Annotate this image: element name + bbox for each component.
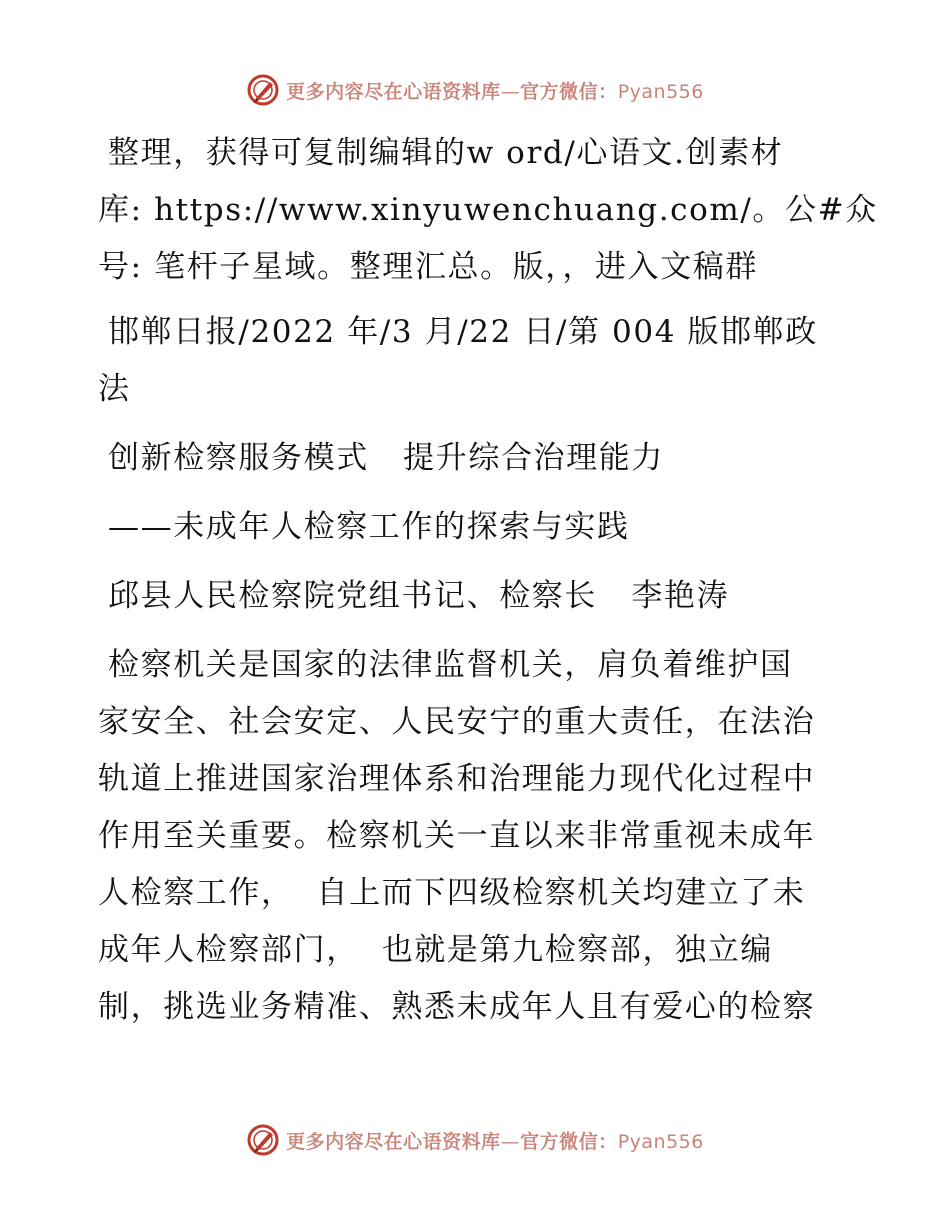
watermark-text: 更多内容尽在心语资料库—官方微信：Pyan556 xyxy=(286,80,704,103)
watermark-banner-bottom xyxy=(0,1122,950,1158)
body-line: 人检察工作， 自上而下四级检察机关均建立了未 xyxy=(98,875,806,911)
body-line: 作用至关重要。检察机关一直以来非常重视未成年 xyxy=(98,818,816,854)
article-title: 创新检察服务模式 提升综合治理能力 xyxy=(108,440,664,476)
pen-seal-icon xyxy=(246,1123,280,1157)
body-line: 家安全、社会安定、人民安宁的重大责任，在法治 xyxy=(98,704,816,740)
body-line: 轨道上推进国家治理体系和治理能力现代化过程中 xyxy=(98,761,816,797)
source-line: 邯郸日报/2022 年/3 月/22 日/第 004 版邯郸政 xyxy=(108,314,818,350)
watermark-banner-top xyxy=(0,72,950,108)
document-body xyxy=(98,125,878,1036)
source-paragraph xyxy=(98,304,858,418)
intro-paragraph xyxy=(98,125,878,296)
source-line: 法 xyxy=(98,371,131,407)
intro-line: 库: https://www.xinyuwenchuang.com/。公#众 xyxy=(98,192,878,228)
body-line: 成年人检察部门， 也就是第九检察部，独立编 xyxy=(98,932,773,968)
pen-seal-icon xyxy=(246,73,280,107)
article-author: 邱县人民检察院党组书记、检察长 李艳涛 xyxy=(108,578,730,614)
watermark-text: 更多内容尽在心语资料库—官方微信：Pyan556 xyxy=(286,1130,704,1153)
intro-line: 号: 笔杆子星域。整理汇总。版，，进入文稿群 xyxy=(98,249,758,285)
body-line: 检察机关是国家的法律监督机关，肩负着维护国 xyxy=(108,647,793,683)
intro-line: 整理，获得可复制编辑的w ord/心语文.创素材 xyxy=(108,135,784,171)
body-paragraph xyxy=(98,637,858,1036)
body-line: 制，挑选业务精准、熟悉未成年人且有爱心的检察 xyxy=(98,989,816,1025)
article-subtitle: ——未成年人检察工作的探索与实践 xyxy=(108,509,630,545)
